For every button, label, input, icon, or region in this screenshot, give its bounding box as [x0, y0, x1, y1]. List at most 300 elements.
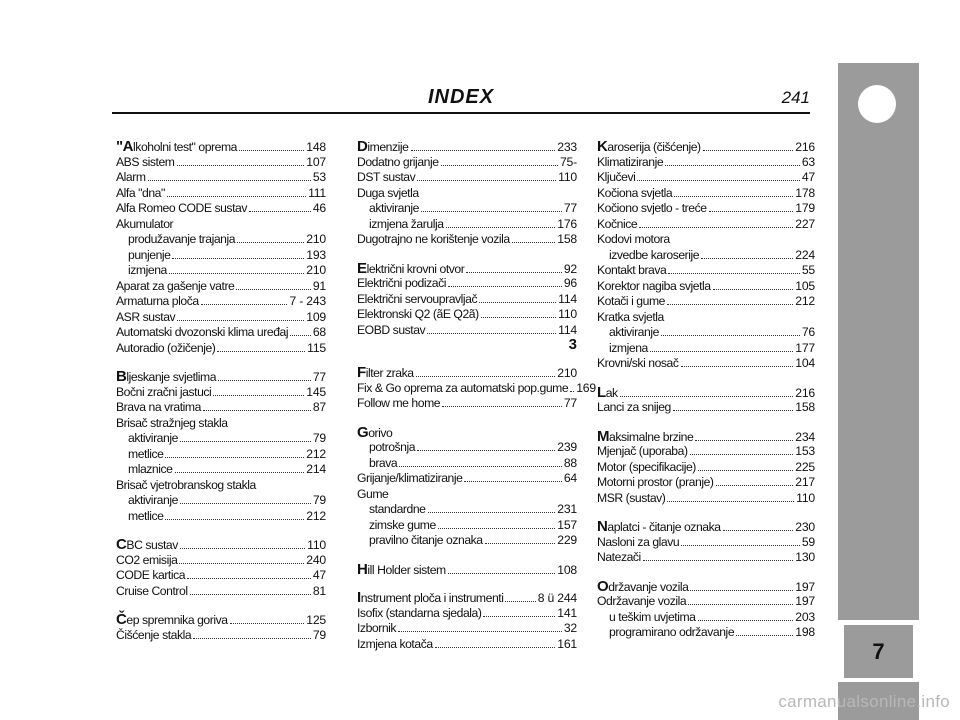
index-entry[interactable] — [116, 416, 326, 432]
index-subentry[interactable] — [597, 341, 815, 357]
entry-text — [116, 139, 237, 156]
entry-text: Čišćenje stakla — [116, 627, 192, 642]
entry-page-ref[interactable]: 225 — [795, 459, 815, 474]
dot-leader — [427, 333, 556, 334]
entry-page-ref[interactable]: 63 — [801, 154, 815, 169]
index-entry[interactable] — [597, 263, 815, 279]
entry-text: standardne — [369, 502, 426, 516]
dot-leader — [668, 273, 799, 274]
dot-leader — [639, 227, 793, 228]
chapter-tab[interactable]: 7 — [844, 625, 913, 678]
index-entry[interactable] — [597, 294, 815, 310]
index-subentry[interactable] — [597, 248, 815, 264]
group-gap — [357, 577, 577, 590]
entry-page-ref[interactable]: 229 — [557, 533, 577, 547]
index-entry[interactable] — [116, 612, 326, 628]
entry-page-ref[interactable]: 47 — [801, 170, 815, 184]
dot-leader — [709, 211, 794, 212]
index-entry[interactable] — [357, 590, 577, 606]
entry-page-ref[interactable]: 141 — [557, 605, 577, 620]
dot-leader — [690, 590, 793, 591]
entry-page-ref[interactable]: 64 — [563, 471, 577, 485]
index-subentry[interactable] — [116, 493, 326, 509]
entry-text: Kodovi motora — [597, 232, 670, 246]
entry-page-ref[interactable]: 105 — [795, 278, 815, 293]
entry-page-ref[interactable]: 210 — [557, 366, 577, 380]
entry-text: aktiviranje — [369, 201, 419, 215]
index-entry[interactable] — [597, 155, 815, 171]
index-subentry[interactable] — [116, 462, 326, 478]
index-subentry[interactable] — [597, 625, 815, 641]
group-gap — [116, 356, 326, 369]
entry-text: Elektronski Q2 (ãE Q2ã) — [357, 307, 479, 321]
entry-page-ref[interactable]: 130 — [795, 550, 815, 564]
index-subentry[interactable] — [357, 201, 577, 217]
entry-page-ref[interactable]: 87 — [312, 400, 326, 414]
dot-leader — [695, 440, 793, 441]
index-entry[interactable] — [597, 279, 815, 295]
entry-page-ref[interactable]: 210 — [306, 232, 326, 246]
entry-page-ref[interactable]: 110 — [307, 538, 326, 552]
entry-page-ref[interactable]: 212 — [306, 446, 326, 461]
entry-text — [357, 261, 464, 278]
index-entry[interactable] — [116, 170, 326, 186]
entry-page-ref[interactable]: 108 — [557, 562, 577, 577]
index-entry[interactable] — [597, 429, 815, 445]
stray-number: 3 — [568, 336, 577, 353]
entry-text — [597, 139, 701, 156]
entry-page-ref[interactable]: 178 — [795, 185, 815, 200]
dot-leader — [187, 578, 311, 579]
entry-page-ref[interactable]: 91 — [312, 278, 326, 293]
entry-page-ref[interactable]: 114 — [558, 291, 577, 306]
entry-page-ref[interactable]: 176 — [557, 216, 577, 231]
index-subentry[interactable] — [116, 248, 326, 264]
entry-text: Izbornik — [357, 621, 397, 635]
index-entry[interactable] — [597, 550, 815, 566]
index-subentry[interactable] — [116, 431, 326, 447]
chapter-box — [838, 620, 919, 682]
entry-text: Električni podizači — [357, 276, 446, 290]
entry-page-ref[interactable]: 179 — [795, 201, 815, 215]
entry-text: EOBD sustav — [357, 322, 426, 337]
entry-text: izmjena — [609, 340, 648, 355]
entry-page-ref[interactable]: 77 — [563, 201, 577, 215]
entry-text: Armaturna ploča — [116, 294, 199, 308]
dot-leader — [479, 302, 556, 303]
index-entry[interactable] — [357, 276, 577, 292]
entry-text: Brava na vratima — [116, 400, 201, 414]
entry-text: Isofix (standarna sjedala) — [357, 605, 482, 620]
entry-text: Kočiona svjetla — [597, 185, 673, 200]
index-entry[interactable] — [597, 217, 815, 233]
index-entry[interactable] — [357, 621, 577, 637]
index-entry[interactable] — [116, 628, 326, 644]
entry-page-ref[interactable]: 125 — [306, 613, 326, 627]
index-entry[interactable] — [597, 535, 815, 551]
entry-text: metlice — [128, 508, 164, 523]
page-number: 241 — [781, 88, 810, 107]
index-entry[interactable] — [116, 537, 326, 553]
entry-page-ref[interactable]: 104 — [795, 356, 815, 370]
entry-label: ep spremnika goriva — [126, 613, 228, 627]
index-entry[interactable] — [597, 594, 815, 610]
dot-leader — [736, 635, 793, 636]
index-subentry[interactable] — [597, 610, 815, 626]
index-entry[interactable] — [116, 139, 326, 155]
entry-text: Alfa Romeo CODE sustav — [116, 201, 247, 215]
entry-page-ref[interactable]: 114 — [558, 322, 577, 337]
index-entry[interactable] — [357, 186, 577, 202]
dot-leader — [643, 560, 793, 561]
index-entry[interactable] — [357, 261, 577, 277]
dot-leader — [674, 196, 793, 197]
index-subentry[interactable] — [357, 217, 577, 233]
index-entry[interactable] — [357, 155, 577, 171]
entry-page-ref[interactable]: 88 — [563, 455, 577, 470]
entry-page-ref[interactable]: 77 — [563, 396, 577, 410]
index-entry[interactable] — [116, 553, 326, 569]
index-entry[interactable] — [597, 400, 815, 416]
index-entry[interactable] — [597, 444, 815, 460]
entry-text: ABS sistem — [116, 154, 175, 169]
entry-text: Aparat za gašenje vatre — [116, 278, 235, 293]
entry-text — [357, 139, 409, 156]
index-entry[interactable] — [357, 396, 577, 412]
entry-initial: F — [357, 364, 366, 381]
index-entry[interactable] — [597, 475, 815, 491]
index-entry[interactable] — [357, 232, 577, 248]
group-gap — [597, 372, 815, 385]
dot-leader — [637, 180, 799, 181]
header-rule — [112, 112, 810, 114]
entry-text: Automatski dvozonski klima uređaj — [116, 325, 289, 339]
entry-text: Akumulator — [116, 216, 174, 231]
entry-page-ref[interactable]: 233 — [557, 140, 577, 154]
entry-text: CO2 emisija — [116, 552, 178, 567]
index-subentry[interactable] — [357, 533, 577, 549]
index-entry[interactable] — [116, 341, 326, 357]
dot-leader — [193, 638, 311, 639]
dot-leader — [441, 165, 558, 166]
entry-page-ref[interactable]: 216 — [795, 385, 815, 400]
entry-page-ref[interactable]: 79 — [312, 493, 326, 507]
dot-leader — [448, 573, 556, 574]
index-entry[interactable] — [597, 491, 815, 507]
entry-page-ref[interactable]: 96 — [563, 276, 577, 290]
index-subentry[interactable] — [116, 447, 326, 463]
group-gap — [357, 549, 577, 562]
entry-initial: K — [597, 138, 608, 155]
entry-text: produžavanje trajanja — [128, 232, 236, 246]
group-gap — [116, 524, 326, 537]
entry-page-ref[interactable]: 55 — [801, 263, 815, 277]
index-subentry[interactable] — [116, 263, 326, 279]
index-entry[interactable] — [357, 637, 577, 653]
entry-page-ref[interactable]: 161 — [557, 636, 577, 651]
group-gap — [357, 248, 577, 261]
entry-text: izvedbe karoserije — [609, 247, 700, 262]
entry-text — [116, 537, 178, 554]
entry-page-ref[interactable]: 203 — [795, 609, 815, 624]
index-entry[interactable] — [357, 606, 577, 622]
entry-page-ref[interactable]: 198 — [795, 625, 815, 639]
entry-page-ref[interactable]: 227 — [795, 216, 815, 231]
entry-page-ref[interactable]: 234 — [795, 429, 815, 444]
dot-leader — [698, 470, 793, 471]
entry-text — [597, 579, 688, 596]
entry-initial: B — [116, 368, 127, 385]
entry-text: Alarm — [116, 170, 146, 184]
index-subentry[interactable] — [357, 456, 577, 472]
page-header — [112, 86, 810, 116]
index-entry[interactable] — [357, 425, 577, 441]
entry-text — [357, 425, 392, 442]
dot-leader — [428, 512, 556, 513]
index-column-3 — [597, 139, 815, 641]
entry-page-ref[interactable]: 111 — [308, 185, 326, 200]
index-entry[interactable] — [357, 365, 577, 381]
entry-page-ref[interactable]: 8 ü 244 — [537, 591, 577, 605]
index-subentry[interactable] — [357, 502, 577, 518]
dot-leader — [481, 317, 556, 318]
entry-page-ref[interactable]: 148 — [306, 140, 326, 154]
entry-label: orivo — [368, 425, 393, 440]
dot-leader — [665, 165, 800, 166]
entry-text: Fix & Go oprema za automatski pop.gume — [357, 380, 569, 395]
index-entry[interactable] — [597, 356, 815, 372]
entry-text: Grijanje/klimatiziranje — [357, 471, 463, 485]
index-entry[interactable] — [597, 310, 815, 326]
entry-page-ref[interactable]: 158 — [795, 400, 815, 414]
entry-page-ref[interactable]: 110 — [558, 307, 577, 321]
entry-page-ref[interactable]: 231 — [557, 502, 577, 516]
dot-leader — [505, 601, 535, 602]
entry-page-ref[interactable]: 7 - 243 — [289, 294, 326, 308]
index-entry[interactable] — [597, 201, 815, 217]
entry-page-ref[interactable]: 107 — [306, 154, 326, 169]
entry-page-ref[interactable]: 197 — [795, 594, 815, 608]
index-entry[interactable] — [357, 170, 577, 186]
entry-initial: L — [597, 383, 606, 401]
entry-page-ref[interactable]: 79 — [312, 627, 326, 642]
entry-page-ref[interactable]: 46 — [312, 201, 326, 215]
index-subentry[interactable] — [116, 232, 326, 248]
index-entry[interactable] — [597, 139, 815, 155]
index-entry[interactable] — [597, 579, 815, 595]
index-entry[interactable] — [116, 186, 326, 202]
entry-page-ref[interactable]: 210 — [306, 263, 326, 277]
entry-page-ref[interactable]: 212 — [795, 294, 815, 308]
dot-leader — [438, 528, 555, 529]
dot-leader — [213, 395, 304, 396]
index-entry[interactable] — [357, 323, 577, 339]
entry-page-ref[interactable]: 216 — [795, 140, 815, 154]
entry-page-ref[interactable]: 110 — [558, 170, 577, 184]
dot-leader — [180, 548, 305, 549]
index-column-2 — [357, 138, 596, 652]
dot-leader — [172, 258, 304, 259]
entry-text: pravilno čitanje oznaka — [369, 533, 483, 547]
index-entry[interactable] — [597, 460, 815, 476]
entry-page-ref[interactable]: 81 — [312, 583, 326, 598]
index-entry[interactable] — [116, 325, 326, 341]
index-entry[interactable] — [357, 562, 577, 578]
index-entry[interactable] — [597, 385, 815, 401]
entry-initial: O — [597, 577, 609, 595]
index-entry[interactable] — [116, 568, 326, 584]
dot-leader — [512, 242, 556, 243]
entry-page-ref[interactable]: 240 — [306, 552, 326, 567]
dot-leader — [411, 150, 556, 151]
dot-leader — [421, 211, 562, 212]
index-entry[interactable] — [357, 307, 577, 323]
entry-label: lektrični krovni otvor — [366, 261, 465, 276]
entry-text — [357, 562, 446, 579]
entry-text: Nasloni za glavu — [597, 534, 680, 549]
entry-text: Alfa "dna" — [116, 185, 165, 200]
entry-page-ref[interactable]: 145 — [306, 384, 326, 399]
index-entry[interactable] — [357, 292, 577, 308]
index-entry[interactable] — [597, 170, 815, 186]
index-subentry[interactable] — [357, 440, 577, 456]
index-entry[interactable] — [357, 487, 577, 503]
dot-leader — [148, 180, 311, 181]
entry-label: BC sustav — [126, 538, 178, 552]
entry-page-ref[interactable]: 76 — [801, 325, 815, 339]
dot-leader — [448, 286, 562, 287]
entry-initial: G — [357, 423, 369, 441]
entry-text: Kontakt brava — [597, 263, 667, 277]
index-entry[interactable] — [597, 186, 815, 202]
entry-text: Cruise Control — [116, 583, 188, 598]
entry-text: MSR (sustav) — [597, 490, 666, 505]
entry-page-ref[interactable]: 77 — [312, 370, 326, 384]
entry-page-ref[interactable]: 59 — [801, 534, 815, 549]
entry-text: programirano održavanje — [609, 625, 735, 639]
entry-text — [597, 519, 721, 536]
entry-text: Lanci za snijeg — [597, 400, 671, 414]
entry-text: potrošnja — [369, 440, 416, 454]
entry-page-ref[interactable]: 230 — [795, 520, 815, 534]
entry-page-ref[interactable]: 153 — [795, 444, 815, 458]
entry-page-ref[interactable]: 197 — [795, 579, 815, 594]
index-entry[interactable] — [116, 294, 326, 310]
entry-text: Bočni zračni jastuci — [116, 384, 212, 399]
entry-page-ref[interactable]: 177 — [795, 340, 815, 355]
dot-leader — [661, 335, 800, 336]
index-entry[interactable] — [116, 584, 326, 600]
entry-text: Kotači i gume — [597, 294, 665, 308]
index-entry[interactable] — [116, 310, 326, 326]
dot-leader — [230, 623, 305, 624]
group-gap — [116, 599, 326, 612]
entry-initial: D — [357, 138, 368, 155]
dot-leader — [239, 150, 304, 151]
entry-text: Električni servoupravljač — [357, 291, 478, 306]
index-entry[interactable] — [597, 519, 815, 535]
entry-text — [116, 612, 228, 629]
entry-page-ref[interactable]: 158 — [557, 232, 577, 246]
index-subentry[interactable] — [357, 518, 577, 534]
entry-text: Follow me home — [357, 396, 441, 410]
index-entry[interactable] — [116, 217, 326, 233]
dot-leader — [442, 406, 562, 407]
entry-text: aktiviranje — [128, 493, 178, 507]
entry-page-ref[interactable]: 212 — [306, 508, 326, 523]
entry-label: ljeskanje svjetlima — [126, 370, 217, 384]
dot-leader — [483, 616, 555, 617]
entry-page-ref[interactable]: 239 — [557, 440, 577, 454]
dot-leader — [165, 519, 304, 520]
dot-leader — [179, 563, 304, 564]
index-entry[interactable] — [357, 139, 577, 155]
index-entry[interactable] — [357, 380, 596, 397]
dot-leader — [667, 304, 793, 305]
entry-page-ref[interactable]: 47 — [312, 568, 326, 582]
entry-page-ref[interactable]: 68 — [312, 325, 326, 339]
entry-page-ref[interactable]: 115 — [307, 340, 326, 355]
entry-page-ref[interactable]: 92 — [563, 261, 577, 276]
entry-page-ref[interactable]: 217 — [795, 475, 815, 489]
entry-page-ref[interactable]: 193 — [306, 247, 326, 262]
entry-page-ref[interactable]: 169 — [576, 380, 596, 395]
dot-leader — [681, 366, 794, 367]
index-column-1 — [116, 139, 326, 643]
dot-leader — [466, 272, 561, 273]
entry-page-ref[interactable]: 214 — [306, 462, 326, 476]
dot-leader — [399, 466, 562, 467]
entry-text: Brisač vjetrobranskog stakla — [116, 477, 256, 492]
entry-text — [116, 369, 216, 386]
index-entry[interactable] — [116, 385, 326, 401]
dot-leader — [485, 543, 556, 544]
entry-page-ref[interactable]: 53 — [312, 170, 326, 184]
entry-page-ref[interactable]: 157 — [557, 517, 577, 532]
group-gap — [357, 352, 577, 365]
index-entry[interactable] — [116, 201, 326, 217]
entry-page-ref[interactable]: 109 — [306, 309, 326, 324]
dot-leader — [218, 380, 311, 381]
dot-leader — [698, 620, 794, 621]
entry-initial: N — [597, 518, 608, 535]
entry-page-ref[interactable]: 79 — [312, 431, 326, 445]
entry-page-ref[interactable]: 75- — [559, 154, 577, 169]
dot-leader — [167, 196, 306, 197]
entry-text: Održavanje vozila — [597, 594, 687, 608]
index-entry[interactable] — [357, 471, 577, 487]
entry-text: Dugotrajno ne korištenje vozila — [357, 232, 510, 246]
dot-leader — [237, 242, 304, 243]
group-gap — [357, 412, 577, 425]
group-gap — [597, 506, 815, 519]
index-entry[interactable] — [116, 155, 326, 171]
entry-page-ref[interactable]: 32 — [563, 621, 577, 635]
dot-leader — [217, 351, 305, 352]
dot-leader — [169, 273, 304, 274]
index-entry[interactable] — [116, 478, 326, 494]
index-entry[interactable] — [116, 279, 326, 295]
index-subentry[interactable] — [116, 509, 326, 525]
entry-page-ref[interactable]: 224 — [795, 247, 815, 262]
index-entry[interactable] — [116, 400, 326, 416]
index-entry[interactable] — [597, 232, 815, 248]
entry-text: ASR sustav — [116, 309, 176, 324]
entry-page-ref[interactable]: 110 — [796, 490, 815, 505]
dot-leader — [177, 320, 304, 321]
index-entry[interactable] — [116, 369, 326, 385]
index-subentry[interactable] — [597, 325, 815, 341]
